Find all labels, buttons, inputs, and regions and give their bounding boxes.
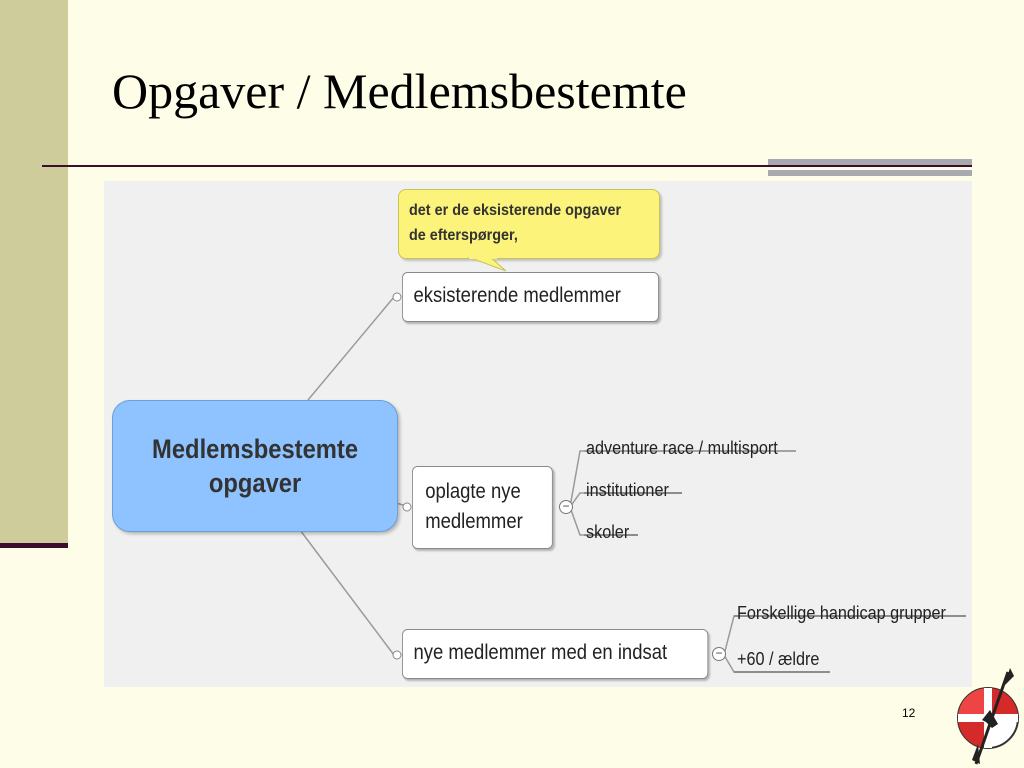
topic-label-line-2: medlemmer xyxy=(425,510,523,533)
subtopic-adventure-race[interactable]: adventure race / multisport xyxy=(586,438,778,458)
topic-nye-medlemmer-med-en-indsat[interactable] xyxy=(402,629,708,679)
subtopic-skoler[interactable]: skoler xyxy=(586,522,630,542)
central-topic-line-1: Medlemsbestemte xyxy=(151,434,359,464)
branch-handle-2 xyxy=(403,503,411,511)
branch-handle-1 xyxy=(393,293,401,301)
subtopic-institutioner[interactable]: institutioner xyxy=(586,480,669,500)
club-logo xyxy=(952,668,1024,768)
connector-leaf-adventure xyxy=(570,451,584,507)
mind-map-screenshot xyxy=(104,181,972,687)
title-divider-accent xyxy=(768,159,972,179)
connector-branch-3 xyxy=(300,530,394,655)
callout-note xyxy=(398,189,660,259)
slide-title: Opgaver / Medlemsbestemte xyxy=(112,63,687,119)
page-number: 12 xyxy=(902,706,916,720)
collapse-minus-icon[interactable]: − xyxy=(559,500,573,514)
topic-label-line-1: oplagte nye xyxy=(425,480,521,503)
left-decorative-bar xyxy=(0,0,68,543)
collapse-minus-icon[interactable]: − xyxy=(712,647,726,661)
callout-tail xyxy=(468,257,512,273)
topic-oplagte-nye-medlemmer[interactable] xyxy=(412,466,553,549)
connector-branch-1 xyxy=(308,297,394,400)
callout-line-1: det er de eksisterende opgaver xyxy=(409,202,622,219)
subtopic-aeldre[interactable]: +60 / ældre xyxy=(737,649,820,669)
topic-label: nye medlemmer med en indsat xyxy=(413,641,668,664)
left-bar-underline xyxy=(0,543,68,548)
central-topic[interactable] xyxy=(112,400,398,532)
topic-label: eksisterende medlemmer xyxy=(413,284,621,307)
topic-eksisterende-medlemmer[interactable] xyxy=(402,272,659,322)
subtopic-handicap-grupper[interactable]: Forskellige handicap grupper xyxy=(737,603,946,623)
central-topic-line-2: opgaver xyxy=(208,468,302,498)
branch-handle-3 xyxy=(393,651,401,659)
callout-line-2: de efterspørger, xyxy=(409,227,518,244)
